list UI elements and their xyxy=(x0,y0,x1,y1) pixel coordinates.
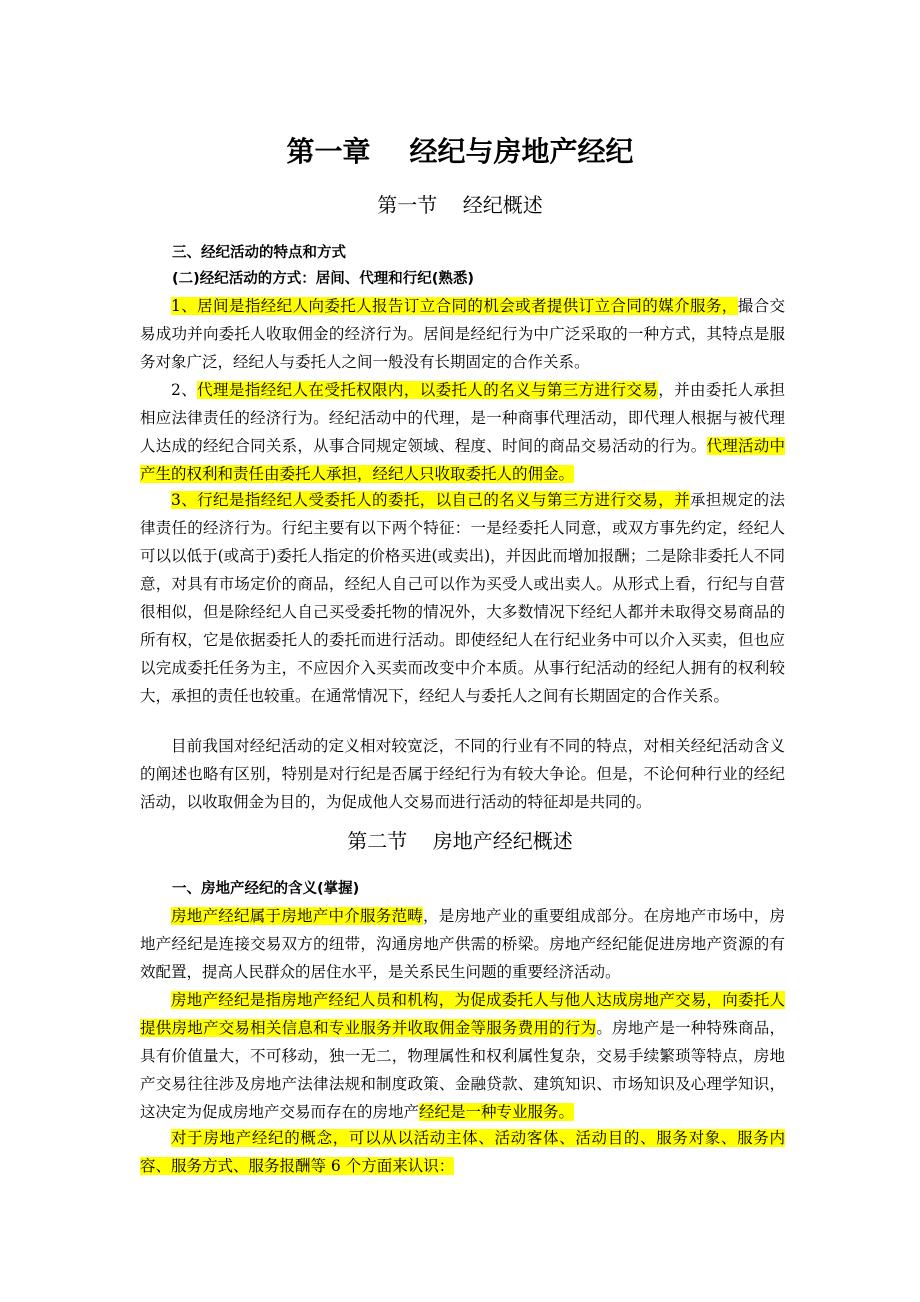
heading-features: 三、经纪活动的特点和方式 xyxy=(172,245,346,261)
paragraph-real-estate-1 xyxy=(140,902,785,986)
heading-methods: (二)经纪活动的方式：居间、代理和行纪(熟悉) xyxy=(172,271,475,287)
paragraph-summary xyxy=(140,732,785,816)
highlight-text: 房地产经纪属于房地产中介服务范畴 xyxy=(171,907,423,925)
paragraph-text: 2、 xyxy=(171,381,198,399)
highlight-text: 3、行纪是指经纪人受委托人的委托，以自己的名义与第三方进行交易，并 xyxy=(171,491,690,509)
paragraph-real-estate-3 xyxy=(140,1124,785,1180)
paragraph-text: 承担规定的法律责任的经济行为。行纪主要有以下两个特征：一是经委托人同意，或双方事先约定，经纪人可以以低于(或高于)委托人指定的价格买进(或卖出)，并因此而增加报酬；二是除非委托人不同意，对具有市场定价的商品，经纪人自己可以作为买受人或出卖人。从形式上看，行纪与自营很相似，但是除经纪人自己买受委托物的情况外，大多数情况下经纪人都并未取得交易商品的所有权，它是依据委托人的委托而进行活动。即使经纪人在行纪业务中可以介入买卖，但也应以完成委托任务为主，不应因介入买卖而改变中介本质。从事行纪活动的经纪人拥有的权利较大，承担的责任也较重。在通常情况下，经纪人与委托人之间有长期固定的合作关系。 xyxy=(140,491,785,705)
paragraph-text: ，并由委托人承担相应法律责任的经济行为。经纪活动中的代理，是一种商事代理活动，即代理人根据与被代理人达成的经纪合同关系，从事合同规定领域、程度、时间的商品交易活动的行为。 xyxy=(140,381,785,455)
section-title-1: 第一节 经纪概述 xyxy=(377,193,543,217)
highlight-text: 对于房地产经纪的概念，可以从以活动主体、活动客体、活动目的、服务对象、服务内容、服务方式、服务报酬等 6 个方面来认识： xyxy=(140,1129,785,1175)
paragraph-agency xyxy=(140,376,785,488)
paragraph-text: 。房地产是一种特殊商品，具有价值量大，不可移动，独一无二，物理属性和权利属性复杂，交易手续繁琐等特点，房地产交易往往涉及房地产法律法规和制度政策、金融贷款、建筑知识、市场知识及心理学知识，这决定为促成房地产交易而存在的房地产 xyxy=(140,1019,785,1121)
paragraph-text: 撮合交易成功并向委托人收取佣金的经济行为。居间是经纪行为中广泛采取的一种方式，其特点是服务对象广泛，经纪人与委托人之间一般没有长期固定的合作关系。 xyxy=(140,297,785,371)
highlight-text: 1、居间是指经纪人向委托人报告订立合同的机会或者提供订立合同的媒介服务， xyxy=(171,297,738,315)
paragraph-text: ，是房地产业的重要组成部分。在房地产市场中，房地产经纪是连接交易双方的纽带，沟通房地产供需的桥梁。房地产经纪能促进房地产资源的有效配置，提高人民群众的居住水平，是关系民生问题的重要经济活动。 xyxy=(140,907,785,981)
section-title-2: 第二节 房地产经纪概述 xyxy=(347,829,573,853)
paragraph-real-estate-2 xyxy=(140,986,785,1126)
highlight-text: 代理是指经纪人在受托权限内，以委托人的名义与第三方进行交易 xyxy=(197,381,659,399)
chapter-title: 第一章 经纪与房地产经纪 xyxy=(286,135,634,168)
heading-definition: 一、房地产经纪的含义(掌握) xyxy=(172,881,360,897)
highlight-text: 经纪是一种专业服务。 xyxy=(419,1103,575,1121)
highlight-text: 代理活动中产生的权利和责任由委托人承担，经纪人只收取委托人的佣金。 xyxy=(140,437,785,483)
paragraph-brokerage xyxy=(140,292,785,376)
paragraph-text: 目前我国对经纪活动的定义相对较宽泛，不同的行业有不同的特点，对相关经纪活动含义的阐述也略有区别，特别是对行纪是否属于经纪行为有较大争论。但是，不论何种行业的经纪活动，以收取佣金为目的，为促成他人交易而进行活动的特征却是共同的。 xyxy=(140,737,785,811)
paragraph-commission xyxy=(140,486,785,710)
highlight-text: 房地产经纪是指房地产经纪人员和机构，为促成委托人与他人达成房地产交易，向委托人提供房地产交易相关信息和专业服务并收取佣金等服务费用的行为 xyxy=(140,991,785,1037)
